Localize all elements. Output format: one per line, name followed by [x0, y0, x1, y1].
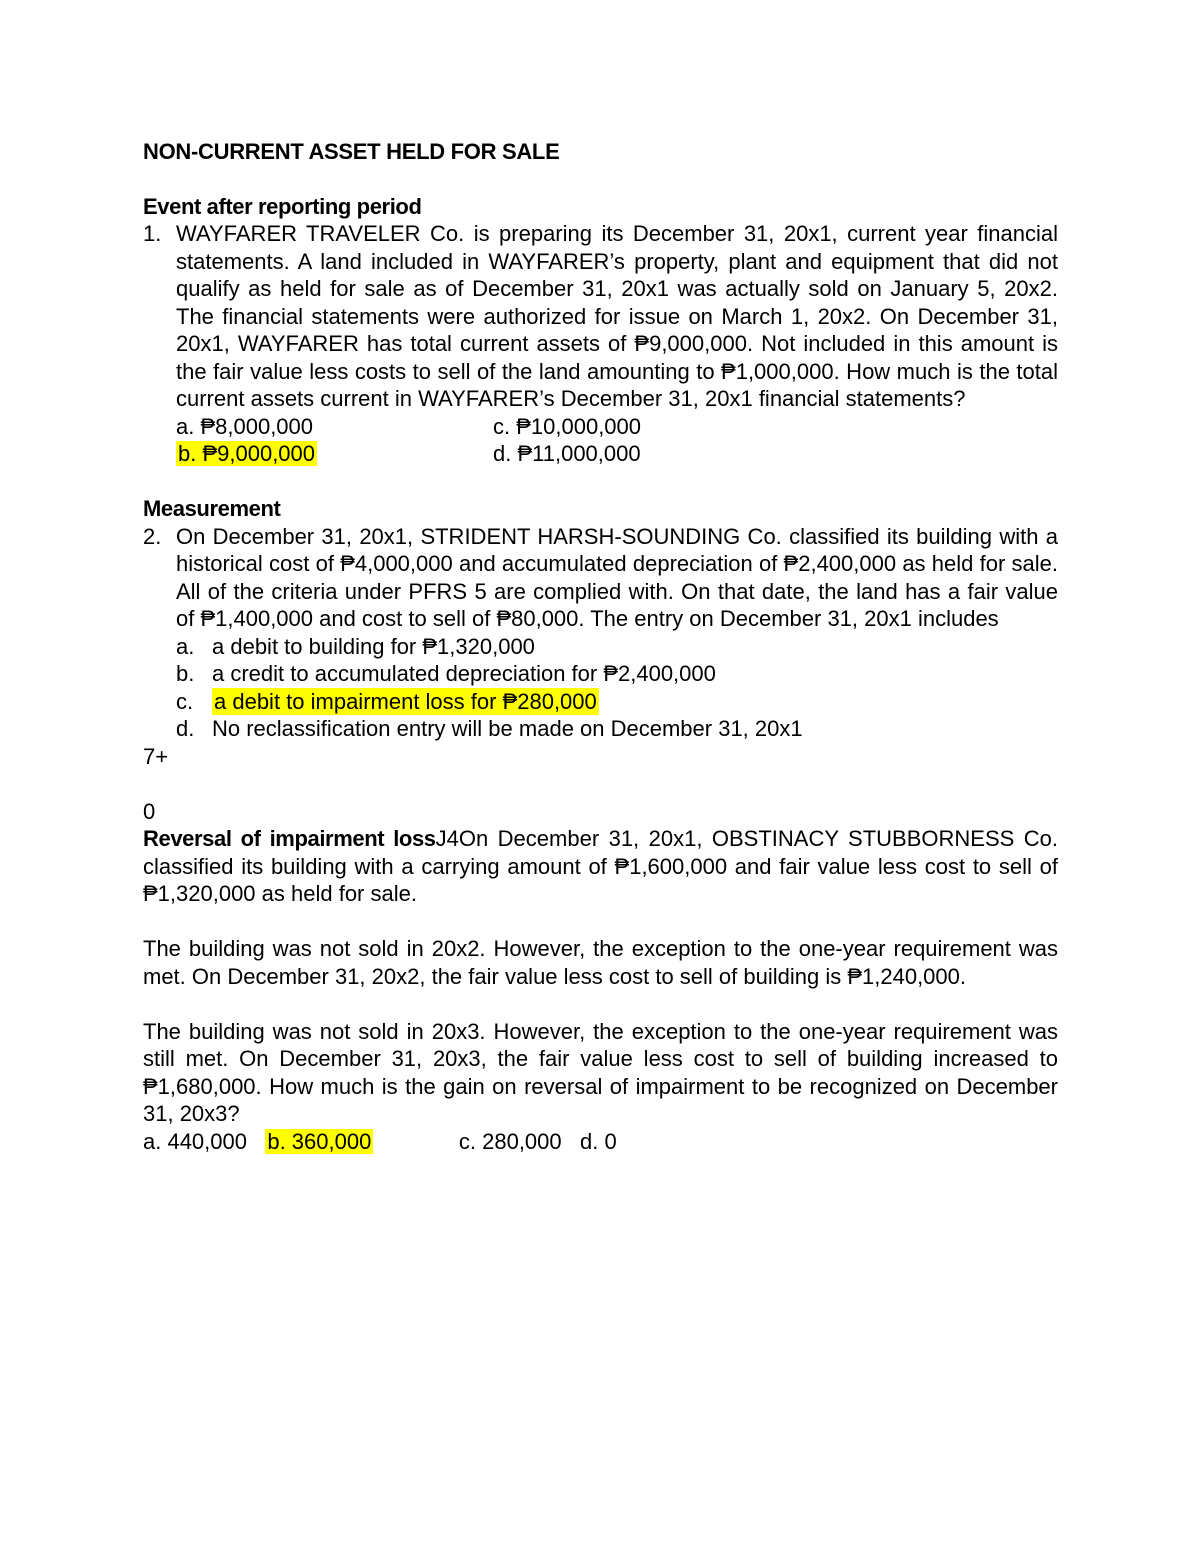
- question-number: 1.: [143, 221, 162, 246]
- option-a: a. ₱8,000,000: [176, 413, 314, 439]
- option-a: a. 440,000: [143, 1128, 247, 1154]
- option-c: c. a debit to impairment loss for ₱280,000: [176, 688, 597, 714]
- page-title: NON-CURRENT ASSET HELD FOR SALE: [143, 139, 560, 164]
- option-c: c. ₱10,000,000: [493, 413, 642, 439]
- question-3-paragraph-3: The building was not sold in 20x3. However, the exception to the one-year requirement was still met. On December 31, 20x3, the fair value less cost to sell of building increased to ₱1,680,000. How much is the gain on reversal of impairment to be recognized on December 31, 20x3?: [143, 1018, 1058, 1126]
- option-b-highlighted: b. 360,000: [267, 1128, 372, 1154]
- option-d: d. ₱11,000,000: [493, 441, 641, 466]
- question-3-options: [143, 1128, 1058, 1156]
- question-text: On December 31, 20x1, STRIDENT HARSH-SOUNDING Co. classified its building with a historical cost of ₱4,000,000 and accumulated depreciation of ₱2,400,000 as held for sale. All of the criteria under PFRS 5 are complied with. On that date, the land has a fair value of ₱1,400,000 and cost to sell of ₱80,000. The entry on December 31, 20x1 includes: [176, 523, 1058, 631]
- question-number: 2.: [143, 523, 162, 549]
- section-heading-event-after-reporting: Event after reporting period: [143, 193, 422, 219]
- option-b-highlighted: b. ₱9,000,000: [178, 441, 316, 466]
- question-3-intro: [143, 825, 1058, 908]
- option-b: b. a credit to accumulated depreciation for ₱2,400,000: [176, 661, 716, 686]
- question-1-options: [176, 413, 1058, 468]
- question-3-text: J4On December 31, 20x1, OBSTINACY STUBBORNESS Co. classified its building with a carrying amount of ₱1,600,000 and fair value less cost to sell of ₱1,320,000 as held for sale.: [143, 826, 1058, 906]
- section-heading-measurement: Measurement: [143, 496, 281, 521]
- document-page: [143, 138, 1058, 1155]
- stray-text-1: 7+: [143, 743, 169, 769]
- option-c: c. 280,000: [458, 1128, 562, 1154]
- stray-text-2: 0: [143, 798, 156, 824]
- option-d: d. 0: [579, 1128, 617, 1154]
- question-2-options: [176, 633, 1058, 743]
- question-1: [143, 220, 1058, 413]
- option-c-highlighted: a debit to impairment loss for ₱280,000: [214, 688, 597, 714]
- option-a: a. a debit to building for ₱1,320,000: [176, 633, 535, 659]
- section-heading-reversal: Reversal of impairment loss: [143, 826, 436, 851]
- question-text: WAYFARER TRAVELER Co. is preparing its December 31, 20x1, current year financial statements. A land included in WAYFARER’s property, plant and equipment that did not qualify as held for sale as of December 31, 20x1 was actually sold on January 5, 20x2. The financial statements were authorized for issue on March 1, 20x2. On December 31, 20x1, WAYFARER has total current assets of ₱9,000,000. Not included in this amount is the fair value less costs to sell of the land amounting to ₱1,000,000. How much is the total current assets current in WAYFARER’s December 31, 20x1 financial statements?: [176, 221, 1058, 411]
- option-d: d. No reclassification entry will be made on December 31, 20x1: [176, 716, 803, 741]
- question-2: [143, 523, 1058, 633]
- question-3-paragraph-2: The building was not sold in 20x2. However, the exception to the one-year requirement was met. On December 31, 20x2, the fair value less cost to sell of building is ₱1,240,000.: [143, 936, 1058, 989]
